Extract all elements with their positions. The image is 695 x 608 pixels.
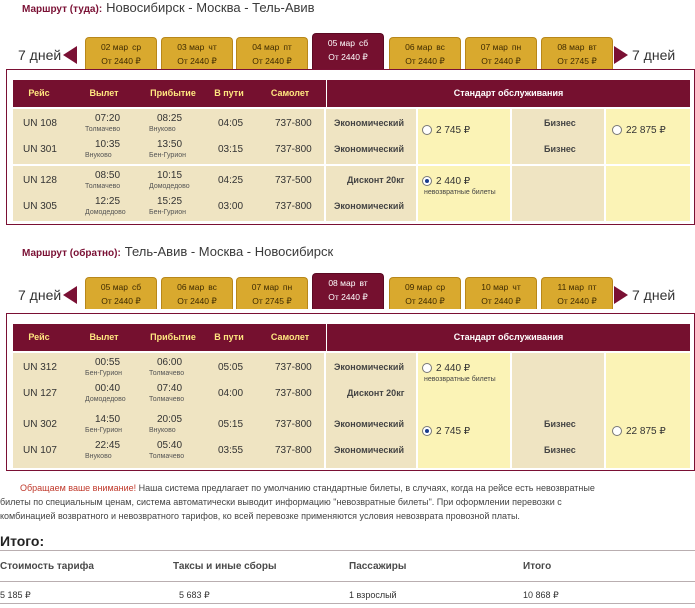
departure-airport: Толмачево bbox=[85, 126, 121, 133]
fare-radio[interactable] bbox=[612, 125, 622, 135]
return-flights-table bbox=[6, 313, 695, 471]
departure-time: 07:20 bbox=[95, 113, 121, 124]
aircraft-type: 737-800 bbox=[275, 118, 312, 129]
departure-time: 00:40 bbox=[95, 383, 121, 394]
header-dep: Вылет bbox=[89, 88, 119, 98]
weekday-label: пт bbox=[283, 42, 292, 52]
departure-time: 14:50 bbox=[95, 414, 121, 425]
service-class: Экономический bbox=[334, 144, 404, 154]
date-label: 03 мар bbox=[177, 42, 205, 52]
date-tab[interactable] bbox=[541, 37, 613, 69]
outbound-prev-week-button[interactable] bbox=[18, 37, 77, 73]
arrival-time: 05:40 bbox=[157, 440, 183, 451]
arrival-time: 20:05 bbox=[157, 414, 183, 425]
class-cell bbox=[326, 166, 416, 221]
arrival-airport: Толмачево bbox=[149, 370, 185, 377]
date-tab[interactable] bbox=[389, 37, 461, 69]
date-tab-price: От 2440 ₽ bbox=[557, 296, 597, 306]
date-tab[interactable] bbox=[161, 37, 233, 69]
fare-radio[interactable] bbox=[422, 426, 432, 436]
date-tab-date bbox=[86, 282, 156, 292]
flight-number: UN 301 bbox=[23, 144, 57, 155]
total-value-taxes: 5 683 ₽ bbox=[179, 590, 210, 600]
total-divider bbox=[0, 603, 695, 604]
return-date-strip bbox=[0, 277, 695, 313]
date-label: 05 мар bbox=[327, 38, 355, 48]
return-next-week-button[interactable] bbox=[614, 277, 675, 313]
weekday-label: пт bbox=[587, 282, 597, 292]
total-value-passengers: 1 взрослый bbox=[349, 590, 397, 600]
date-tab-date bbox=[390, 42, 460, 52]
next-week-label: 7 дней bbox=[632, 287, 676, 303]
header-dur: В пути bbox=[214, 332, 244, 342]
departure-airport: Внуково bbox=[85, 152, 112, 159]
total-value-total: 10 868 ₽ bbox=[523, 590, 559, 600]
aircraft-type: 737-500 bbox=[275, 175, 312, 186]
date-tab-date bbox=[466, 42, 536, 52]
flight-group bbox=[13, 410, 690, 468]
total-header-passengers: Пассажиры bbox=[349, 561, 407, 572]
departure-airport: Толмачево bbox=[85, 183, 121, 190]
flight-number: UN 312 bbox=[23, 362, 57, 373]
weekday-label: вт bbox=[359, 278, 368, 288]
service-class: Экономический bbox=[334, 118, 404, 128]
aircraft-type: 737-800 bbox=[275, 201, 312, 212]
date-tab[interactable] bbox=[85, 37, 157, 69]
date-tab-price: От 2440 ₽ bbox=[481, 296, 521, 306]
fare-radio[interactable] bbox=[422, 125, 432, 135]
aircraft-type: 737-800 bbox=[275, 388, 312, 399]
date-tab-price: От 2440 ₽ bbox=[252, 56, 292, 66]
date-tab-price: От 2440 ₽ bbox=[101, 296, 141, 306]
departure-airport: Бен-Гурион bbox=[85, 370, 122, 377]
header-flight: Рейс bbox=[28, 88, 50, 98]
weekday-label: вс bbox=[208, 282, 217, 292]
date-tab[interactable] bbox=[312, 273, 384, 309]
table-header bbox=[13, 80, 690, 107]
date-tab-price: От 2440 ₽ bbox=[328, 52, 368, 62]
flight-group bbox=[13, 353, 690, 411]
date-label: 04 мар bbox=[252, 42, 280, 52]
date-label: 07 мар bbox=[480, 42, 508, 52]
service-class: Экономический bbox=[334, 445, 404, 455]
total-header-total: Итого bbox=[523, 561, 552, 572]
date-label: 10 мар bbox=[481, 282, 509, 292]
travel-duration: 04:00 bbox=[218, 388, 244, 399]
header-flight: Рейс bbox=[28, 332, 50, 342]
outbound-route-prefix: Маршрут (туда): bbox=[22, 4, 103, 15]
weekday-label: ср bbox=[132, 42, 142, 52]
total-divider bbox=[0, 581, 695, 582]
flight-number: UN 128 bbox=[23, 175, 57, 186]
weekday-label: чт bbox=[512, 282, 521, 292]
fare-price: 22 875 ₽ bbox=[626, 125, 666, 136]
fare-option-cell[interactable] bbox=[418, 410, 510, 468]
header-service-standard: Стандарт обслуживания bbox=[326, 324, 690, 351]
service-class: Бизнес bbox=[544, 445, 576, 455]
date-tab-date bbox=[390, 282, 460, 292]
header-dur: В пути bbox=[214, 88, 244, 98]
date-label: 11 мар bbox=[557, 282, 584, 292]
return-route-title bbox=[22, 244, 333, 259]
date-tab-price: От 2440 ₽ bbox=[328, 292, 368, 302]
class-cell bbox=[326, 410, 416, 468]
weekday-label: чт bbox=[208, 42, 217, 52]
class-cell-business bbox=[512, 166, 604, 221]
travel-duration: 05:15 bbox=[218, 419, 244, 430]
notice-line-2: билеты по специальным ценам, система автоматически выводит информацию "невозвратные билеты". При оформлении перевозки с bbox=[0, 497, 562, 507]
date-label: 02 мар bbox=[100, 42, 129, 52]
date-tab-price: От 2745 ₽ bbox=[557, 56, 597, 66]
fare-option-cell-business bbox=[606, 353, 690, 411]
outbound-route: Новосибирск - Москва - Тель-Авив bbox=[106, 0, 315, 15]
notice-line-3: комбинацией возвратного и невозвратного тарифов, ко всей перевозке применяются условия невозврата провозной платы. bbox=[0, 511, 520, 521]
departure-time: 08:50 bbox=[95, 170, 121, 181]
next-week-label: 7 дней bbox=[632, 47, 676, 63]
service-class: Дисконт 20кг bbox=[347, 175, 405, 185]
outbound-flights-table bbox=[6, 69, 695, 225]
header-plane: Самолет bbox=[270, 88, 310, 98]
date-tab-date bbox=[237, 42, 307, 52]
flight-number: UN 108 bbox=[23, 118, 57, 129]
class-cell-business bbox=[512, 109, 604, 164]
weekday-label: вт bbox=[588, 42, 597, 52]
outbound-next-week-button[interactable] bbox=[614, 37, 675, 73]
date-tab[interactable] bbox=[236, 277, 308, 309]
class-cell-business bbox=[512, 353, 604, 411]
fare-price: 2 440 ₽ bbox=[436, 363, 471, 374]
notice-line-1: Наша система предлагает по умолчанию стандартные билеты, в случаях, когда на рейсе есть невозвратные bbox=[136, 483, 595, 493]
weekday-label: сб bbox=[359, 38, 369, 48]
service-class: Экономический bbox=[334, 201, 404, 211]
date-tab-date bbox=[313, 278, 383, 288]
date-label: 09 мар bbox=[404, 282, 433, 292]
date-label: 05 мар bbox=[100, 282, 128, 292]
arrival-airport: Бен-Гурион bbox=[149, 209, 186, 216]
arrival-airport: Толмачево bbox=[149, 396, 185, 403]
service-class: Бизнес bbox=[544, 144, 576, 154]
notice-text bbox=[0, 481, 695, 523]
date-tab[interactable] bbox=[161, 277, 233, 309]
service-class: Бизнес bbox=[544, 419, 576, 429]
date-label: 08 мар bbox=[328, 278, 356, 288]
date-tab-price: От 2440 ₽ bbox=[405, 296, 445, 306]
fare-option-cell[interactable] bbox=[418, 353, 510, 411]
fare-radio[interactable] bbox=[612, 426, 622, 436]
service-class: Дисконт 20кг bbox=[347, 388, 405, 398]
fare-radio[interactable] bbox=[422, 363, 432, 373]
date-tab-price: От 2440 ₽ bbox=[405, 56, 445, 66]
non-refundable-note: невозвратные билеты bbox=[424, 189, 496, 196]
arrival-time: 07:40 bbox=[157, 383, 183, 394]
weekday-label: вс bbox=[436, 42, 445, 52]
date-label: 07 мар bbox=[251, 282, 279, 292]
date-tab-price: От 2440 ₽ bbox=[101, 56, 141, 66]
fare-price: 2 440 ₽ bbox=[436, 176, 471, 187]
date-tab-price: От 2440 ₽ bbox=[177, 296, 217, 306]
aircraft-type: 737-800 bbox=[275, 144, 312, 155]
travel-duration: 05:05 bbox=[218, 362, 244, 373]
arrival-time: 13:50 bbox=[157, 139, 183, 150]
service-class: Бизнес bbox=[544, 118, 576, 128]
arrival-time: 10:15 bbox=[157, 170, 183, 181]
travel-duration: 03:00 bbox=[218, 201, 244, 212]
travel-duration: 03:15 bbox=[218, 144, 244, 155]
date-tab-date bbox=[542, 42, 612, 52]
weekday-label: ср bbox=[436, 282, 446, 292]
date-tab[interactable] bbox=[465, 37, 537, 69]
return-prev-week-button[interactable] bbox=[18, 277, 77, 313]
arrival-time: 06:00 bbox=[157, 357, 183, 368]
date-tab[interactable] bbox=[312, 33, 384, 69]
class-cell bbox=[326, 109, 416, 164]
fare-price: 22 875 ₽ bbox=[626, 426, 666, 437]
date-tab-price: От 2745 ₽ bbox=[252, 296, 292, 306]
arrival-airport: Внуково bbox=[149, 126, 176, 133]
outbound-route-title bbox=[22, 0, 315, 15]
aircraft-type: 737-800 bbox=[275, 419, 312, 430]
service-class: Экономический bbox=[334, 419, 404, 429]
fare-price: 2 745 ₽ bbox=[436, 125, 471, 136]
notice-attention: Обращаем ваше внимание! bbox=[20, 483, 137, 493]
arrival-time: 08:25 bbox=[157, 113, 183, 124]
date-tab[interactable] bbox=[85, 277, 157, 309]
fare-option-cell[interactable] bbox=[418, 109, 510, 164]
header-arr: Прибытие bbox=[150, 332, 196, 342]
arrival-time: 15:25 bbox=[157, 196, 183, 207]
flight-number: UN 127 bbox=[23, 388, 57, 399]
fare-option-cell[interactable] bbox=[418, 166, 510, 221]
arrow-left-icon bbox=[63, 46, 77, 64]
departure-airport: Внуково bbox=[85, 453, 112, 460]
aircraft-type: 737-800 bbox=[275, 362, 312, 373]
date-tab-price: От 2440 ₽ bbox=[177, 56, 217, 66]
flight-group bbox=[13, 109, 690, 164]
total-header-fare: Стоимость тарифа bbox=[0, 561, 94, 572]
header-service-standard: Стандарт обслуживания bbox=[326, 80, 690, 107]
date-tab[interactable] bbox=[465, 277, 537, 309]
date-label: 06 мар bbox=[405, 42, 433, 52]
outbound-date-strip bbox=[0, 37, 695, 73]
total-header-taxes: Таксы и иные сборы bbox=[173, 561, 277, 572]
fare-option-cell-business[interactable] bbox=[606, 410, 690, 468]
date-tab-date bbox=[86, 42, 156, 52]
header-arr: Прибытие bbox=[150, 88, 196, 98]
weekday-label: пн bbox=[511, 42, 522, 52]
flight-number: UN 305 bbox=[23, 201, 57, 212]
arrow-right-icon bbox=[614, 46, 628, 64]
travel-duration: 03:55 bbox=[218, 445, 244, 456]
arrival-airport: Толмачево bbox=[149, 453, 185, 460]
flight-number: UN 302 bbox=[23, 419, 57, 430]
header-dep: Вылет bbox=[89, 332, 119, 342]
class-cell-business bbox=[512, 410, 604, 468]
arrival-airport: Домодедово bbox=[149, 183, 190, 190]
class-cell bbox=[326, 353, 416, 411]
date-tab-date bbox=[313, 38, 383, 48]
fare-radio[interactable] bbox=[422, 176, 432, 186]
prev-week-label: 7 дней bbox=[18, 47, 62, 63]
non-refundable-note: невозвратные билеты bbox=[424, 376, 496, 383]
fare-price: 2 745 ₽ bbox=[436, 426, 471, 437]
departure-airport: Бен-Гурион bbox=[85, 427, 122, 434]
flight-number: UN 107 bbox=[23, 445, 57, 456]
arrival-airport: Внуково bbox=[149, 427, 176, 434]
return-route: Тель-Авив - Москва - Новосибирск bbox=[124, 244, 334, 259]
fare-option-cell-business[interactable] bbox=[606, 109, 690, 164]
table-header bbox=[13, 324, 690, 351]
date-tab-date bbox=[237, 282, 307, 292]
departure-time: 10:35 bbox=[95, 139, 121, 150]
total-value-fare: 5 185 ₽ bbox=[0, 590, 31, 600]
date-tab-date bbox=[162, 42, 232, 52]
date-tab[interactable] bbox=[389, 277, 461, 309]
weekday-label: сб bbox=[132, 282, 142, 292]
flight-group bbox=[13, 166, 690, 221]
date-label: 08 мар bbox=[557, 42, 585, 52]
arrow-right-icon bbox=[614, 286, 628, 304]
departure-time: 22:45 bbox=[95, 440, 121, 451]
prev-week-label: 7 дней bbox=[18, 287, 62, 303]
arrival-airport: Бен-Гурион bbox=[149, 152, 186, 159]
departure-airport: Домодедово bbox=[85, 209, 126, 216]
total-divider bbox=[0, 550, 695, 551]
return-route-prefix: Маршрут (обратно): bbox=[22, 248, 121, 259]
travel-duration: 04:25 bbox=[218, 175, 244, 186]
travel-duration: 04:05 bbox=[218, 118, 244, 129]
date-tab-date bbox=[542, 282, 612, 292]
departure-time: 00:55 bbox=[95, 357, 121, 368]
header-plane: Самолет bbox=[270, 332, 310, 342]
departure-airport: Домодедово bbox=[85, 396, 126, 403]
date-tab-price: От 2440 ₽ bbox=[481, 56, 521, 66]
date-label: 06 мар bbox=[177, 282, 205, 292]
service-class: Экономический bbox=[334, 362, 404, 372]
weekday-label: пн bbox=[282, 282, 293, 292]
date-tab-date bbox=[162, 282, 232, 292]
departure-time: 12:25 bbox=[95, 196, 121, 207]
date-tab[interactable] bbox=[236, 37, 308, 69]
total-title: Итого: bbox=[0, 533, 45, 549]
aircraft-type: 737-800 bbox=[275, 445, 312, 456]
fare-option-cell-business bbox=[606, 166, 690, 221]
arrow-left-icon bbox=[63, 286, 77, 304]
date-tab-date bbox=[466, 282, 536, 292]
date-tab[interactable] bbox=[541, 277, 613, 309]
